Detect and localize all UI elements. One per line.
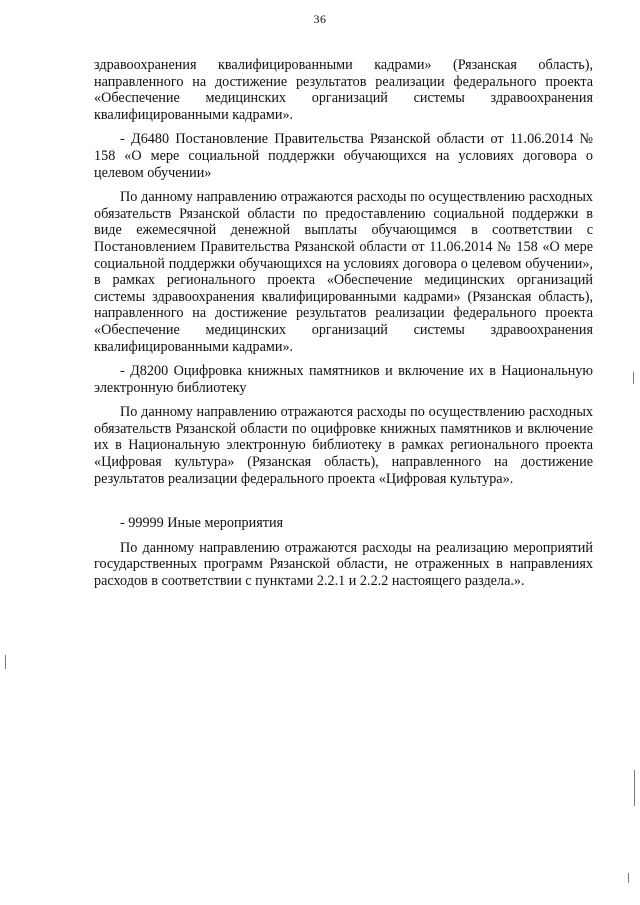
item-d8200-description: По данному направлению отражаются расходы по осуществлению расходных обязательств Рязанской области по оцифровке книжных памятников и включение их в Национальную электронную библиотеку в рамках регионального проекта «Цифровая культура» (Рязанская область), направленного на достижение результатов реализации федерального проекта «Цифровая культура». — [94, 404, 593, 487]
scan-edge-mark — [628, 873, 629, 883]
scan-edge-mark — [634, 770, 635, 806]
item-d6480-heading: - Д6480 Постановление Правительства Рязанской области от 11.06.2014 № 158 «О мере социальной поддержки обучающихся на условиях договора о целевом обучении» — [94, 131, 593, 181]
page-number: 36 — [313, 12, 327, 26]
paragraph-continuation: здравоохранения квалифицированными кадрами» (Рязанская область), направленного на достижение результатов реализации федерального проекта «Обеспечение медицинских организаций системы здравоохранения квалифицированными кадрами». — [94, 57, 593, 123]
item-99999-description: По данному направлению отражаются расходы на реализацию мероприятий государственных программ Рязанской области, не отраженных в направлениях расходов в соответствии с пунктами 2.2.1 и 2.2.2 настоящего раздела.». — [94, 539, 593, 590]
item-d8200-heading: - Д8200 Оцифровка книжных памятников и включение их в Национальную электронную библиотеку — [94, 363, 593, 396]
document-body — [94, 57, 593, 598]
scan-edge-mark — [633, 372, 634, 384]
item-d6480-description: По данному направлению отражаются расходы по осуществлению расходных обязательств Рязанской области по предоставлению социальной поддержки в виде ежемесячной денежной выплаты обучающимся в соответствии с Постановлением Правительства Рязанской области от 11.06.2014 № 158 «О мере социальной поддержки обучающихся на условиях договора о целевом обучении», в рамках регионального проекта «Обеспечение медицинских организаций системы здравоохранения квалифицированными кадрами» (Рязанская область), направленного на достижение результатов реализации федерального проекта «Обеспечение медицинских организаций системы здравоохранения квалифицированными кадрами». — [94, 189, 593, 355]
item-99999-heading: - 99999 Иные мероприятия — [120, 515, 284, 532]
scan-edge-mark — [5, 655, 6, 669]
